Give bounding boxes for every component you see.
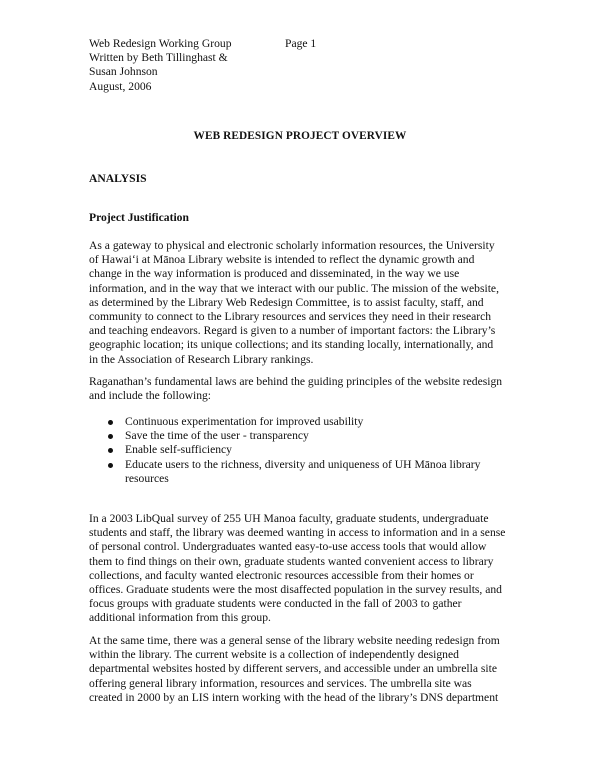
bullet-icon bbox=[108, 420, 113, 425]
text-line: of Hawai‘i at Mānoa Library website is intended to reflect the dynamic growth and bbox=[89, 253, 475, 267]
text-line: them to find things on their own, graduate students wanted convenient access to library bbox=[89, 554, 494, 568]
text-line: focus groups with graduate students were conducted in the fall of 2003 to gather bbox=[89, 597, 462, 611]
list-item bbox=[108, 443, 528, 457]
header-line: Web Redesign Working Group bbox=[89, 37, 232, 50]
text-line: and include the following: bbox=[89, 389, 212, 403]
document-title: WEB REDESIGN PROJECT OVERVIEW bbox=[193, 130, 407, 142]
list-item-text: Continuous experimentation for improved usability bbox=[125, 415, 364, 428]
text-line: At the same time, there was a general sense of the library website needing redesign from bbox=[89, 634, 500, 647]
paragraph-justification bbox=[89, 239, 519, 367]
text-line: offices. Graduate students were the most disaffected population in the survey results, and bbox=[89, 583, 502, 597]
text-line: collections, and faculty wanted electronic resources accessible from their homes or bbox=[89, 568, 474, 582]
paragraph-redesign-need bbox=[89, 634, 519, 705]
section-heading: ANALYSIS bbox=[89, 172, 147, 185]
text-line: offering general library information, resources and services. The umbrella site was bbox=[89, 676, 472, 690]
list-item bbox=[108, 429, 528, 443]
text-line: students and staff, the library was deemed wanting in access to information and in a sense bbox=[89, 526, 506, 540]
text-line: of personal control. Undergraduates wanted easy-to-use access tools that would allow bbox=[89, 540, 487, 554]
text-line: additional information from this group. bbox=[89, 611, 271, 625]
paragraph-libqual bbox=[89, 512, 519, 626]
bullet-icon bbox=[108, 463, 113, 468]
text-line: within the library. The current website is a collection of independently designed bbox=[89, 648, 459, 662]
list-item-text: Enable self-sufficiency bbox=[125, 443, 232, 457]
paragraph-principles bbox=[89, 375, 519, 403]
list-item-text: resources bbox=[125, 471, 169, 485]
text-line: As a gateway to physical and electronic scholarly information resources, the University bbox=[89, 239, 495, 252]
header-line: August, 2006 bbox=[89, 79, 152, 93]
text-line: In a 2003 LibQual survey of 255 UH Manoa faculty, graduate students, undergraduate bbox=[89, 512, 489, 525]
header-line: Susan Johnson bbox=[89, 65, 158, 79]
bullet-icon bbox=[108, 448, 113, 453]
bullet-icon bbox=[108, 434, 113, 439]
text-line: departmental websites hosted by different servers, and accessible under an umbrella site bbox=[89, 662, 498, 676]
text-line: as determined by the Library Web Redesign Committee, is to assist faculty, staff, and bbox=[89, 295, 484, 309]
list-item-text: Educate users to the richness, diversity and uniqueness of UH Mānoa library bbox=[125, 457, 481, 471]
list-item-text: Save the time of the user - transparency bbox=[125, 429, 309, 443]
list-item bbox=[108, 458, 528, 486]
header-line: Written by Beth Tillinghast & bbox=[89, 51, 228, 65]
text-line: in the Association of Research Library rankings. bbox=[89, 352, 314, 366]
page-number: Page 1 bbox=[285, 37, 317, 50]
subsection-heading: Project Justification bbox=[89, 211, 189, 224]
principles-list bbox=[108, 415, 528, 486]
text-line: Raganathan’s fundamental laws are behind the guiding principles of the website redesign bbox=[89, 375, 503, 388]
text-line: community to connect to the Library resources and services they need in their research bbox=[89, 310, 492, 324]
text-line: information, and in the way that we interact with our public. The mission of the website, bbox=[89, 281, 499, 295]
text-line: geographic location; its unique collections; and its standing locally, internationally, and bbox=[89, 338, 494, 352]
list-item bbox=[108, 415, 528, 429]
text-line: created in 2000 by an LIS intern working with the head of the library’s DNS department bbox=[89, 690, 499, 704]
text-line: change in the way information is produced and disseminated, in the way we use bbox=[89, 267, 460, 281]
text-line: and teaching endeavors. Regard is given to a number of important factors: the Library’s bbox=[89, 324, 496, 338]
